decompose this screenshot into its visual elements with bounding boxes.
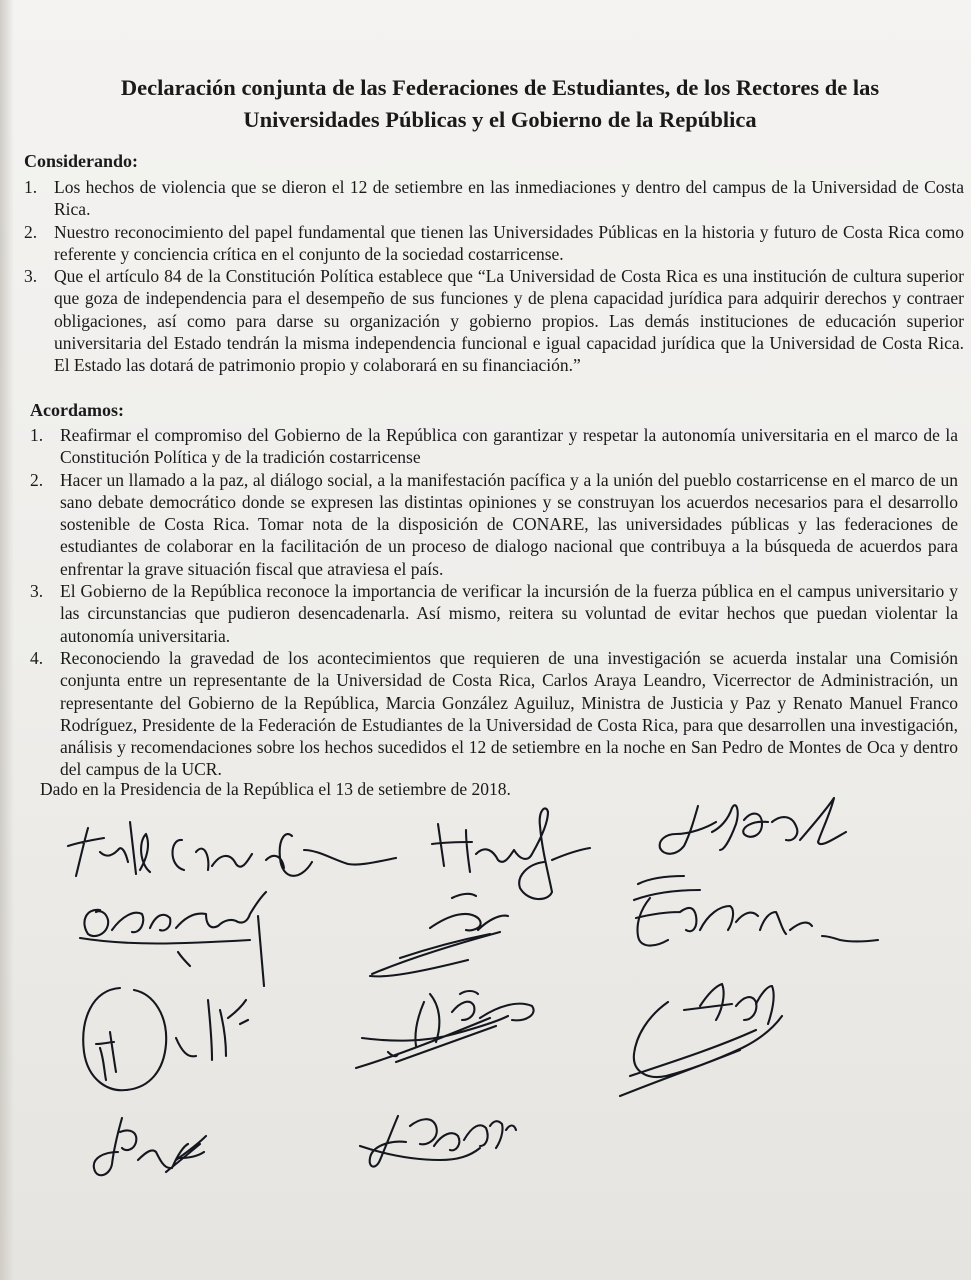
item-number: 1. [24, 177, 38, 197]
signature-11 [360, 1116, 516, 1167]
acordamos-heading: Acordamos: [30, 400, 124, 420]
considerando-heading: Considerando: [24, 151, 139, 171]
item-number: 3. [30, 581, 44, 602]
item-number: 2. [30, 469, 44, 490]
item-text: Nuestro reconocimiento del papel fundamental que tienen las Universidades Públicas en la historia y futuro de Costa Rica como referente y conciencia crítica en el conjunto de la sociedad costarricense. [54, 221, 964, 264]
item-text: Que el artículo 84 de la Constitución Política establece que “La Universidad de Costa Rica es una institución de cultura superior que goza de independencia para el desempeño de sus funciones y de plena capacidad jurídica para adquirir derechos y contraer obligaciones, así como para darse su organización y gobierno propios. Las demás instituciones de educación superior universitaria del Estado tendrán la misma independencia funcional e igual capacidad jurídica que la Universidad de Costa Rica. El Estado las dotará de patrimonio propio y colaborará en su financiación.” [54, 266, 964, 376]
signature-3 [660, 798, 846, 854]
item-number: 3. [24, 266, 38, 287]
signature-1 [68, 822, 396, 876]
acordamos-item-3 [30, 580, 958, 647]
document-title [50, 72, 950, 136]
item-number: 2. [24, 221, 38, 242]
item-text: Los hechos de violencia que se dieron el 12 de setiembre en las inmediaciones y dentro del campus de la Universidad de Costa Rica. [54, 177, 964, 220]
title-line-2: Universidades Públicas y el Gobierno de la República [243, 107, 757, 132]
acordamos-item-2 [30, 469, 958, 580]
title-line-1: Declaración conjunta de las Federaciones de Estudiantes, de los Rectores de las [120, 75, 880, 100]
signature-9 [620, 984, 782, 1096]
acordamos-item-1 [30, 424, 958, 469]
item-number: 4. [30, 647, 44, 668]
acordamos-item-4 [30, 647, 958, 781]
item-text: Hacer un llamado a la paz, al diálogo social, a la manifestación pacífica y a la unión del pueblo costarricense en el marco de un sano debate democrático donde se expresen las distintas opiniones y se construyan los acuerdos necesarios para el desarrollo sostenible de Costa Rica. Tomar nota de la disposición de CONARE, las universidades públicas y las federaciones de estudiantes de colaborar en la facilitación de un proceso de dialogo nacional que contribuya a la búsqueda de acuerdos para enfrentar la grave situación fiscal que atraviesa el país. [60, 469, 958, 579]
acordamos-list [30, 424, 958, 781]
date-line: Dado en la Presidencia de la República el 13 de setiembre de 2018. [40, 779, 511, 799]
signature-6 [634, 876, 878, 946]
signature-2 [432, 808, 590, 899]
signatures-area [0, 780, 971, 1220]
considerando-list [24, 176, 964, 377]
signature-8 [356, 991, 534, 1068]
considerando-item-1 [24, 176, 964, 221]
considerando-item-2 [24, 221, 964, 266]
item-text: El Gobierno de la República reconoce la importancia de verificar la incursión de la fuerza pública en el campus universitario y las circunstancias que pudieron desencadenarla. Así mismo, reitera su voluntad de evitar hechos que puedan violentar la autonomía universitaria. [60, 581, 958, 646]
considerando-item-3 [24, 265, 964, 376]
signature-4 [80, 892, 266, 986]
item-text: Reconociendo la gravedad de los acontecimientos que requieren de una investigación se acuerda instalar una Comisión conjunta entre un representante de la Universidad de Costa Rica, Carlos Araya Leandro, Vicerrector de Administración, un representante del Gobierno de la República, Marcia González Aguiluz, Ministra de Justicia y Paz y Renato Manuel Franco Rodríguez, Presidente de la Federación de Estudiantes de la Universidad de Costa Rica, para que desarrollen una investigación, análisis y recomendaciones sobre los hechos sucedidos el 12 de setiembre en la noche en San Pedro de Montes de Oca y dentro del campus de la UCR. [60, 647, 958, 780]
item-number: 1. [30, 425, 44, 445]
item-text: Reafirmar el compromiso del Gobierno de la República con garantizar y respetar la autonomía universitaria en el marco de la Constitución Política y de la tradición costarricense [60, 425, 958, 468]
signature-5 [370, 894, 508, 977]
signature-7 [83, 988, 248, 1090]
signature-10 [94, 1118, 206, 1175]
